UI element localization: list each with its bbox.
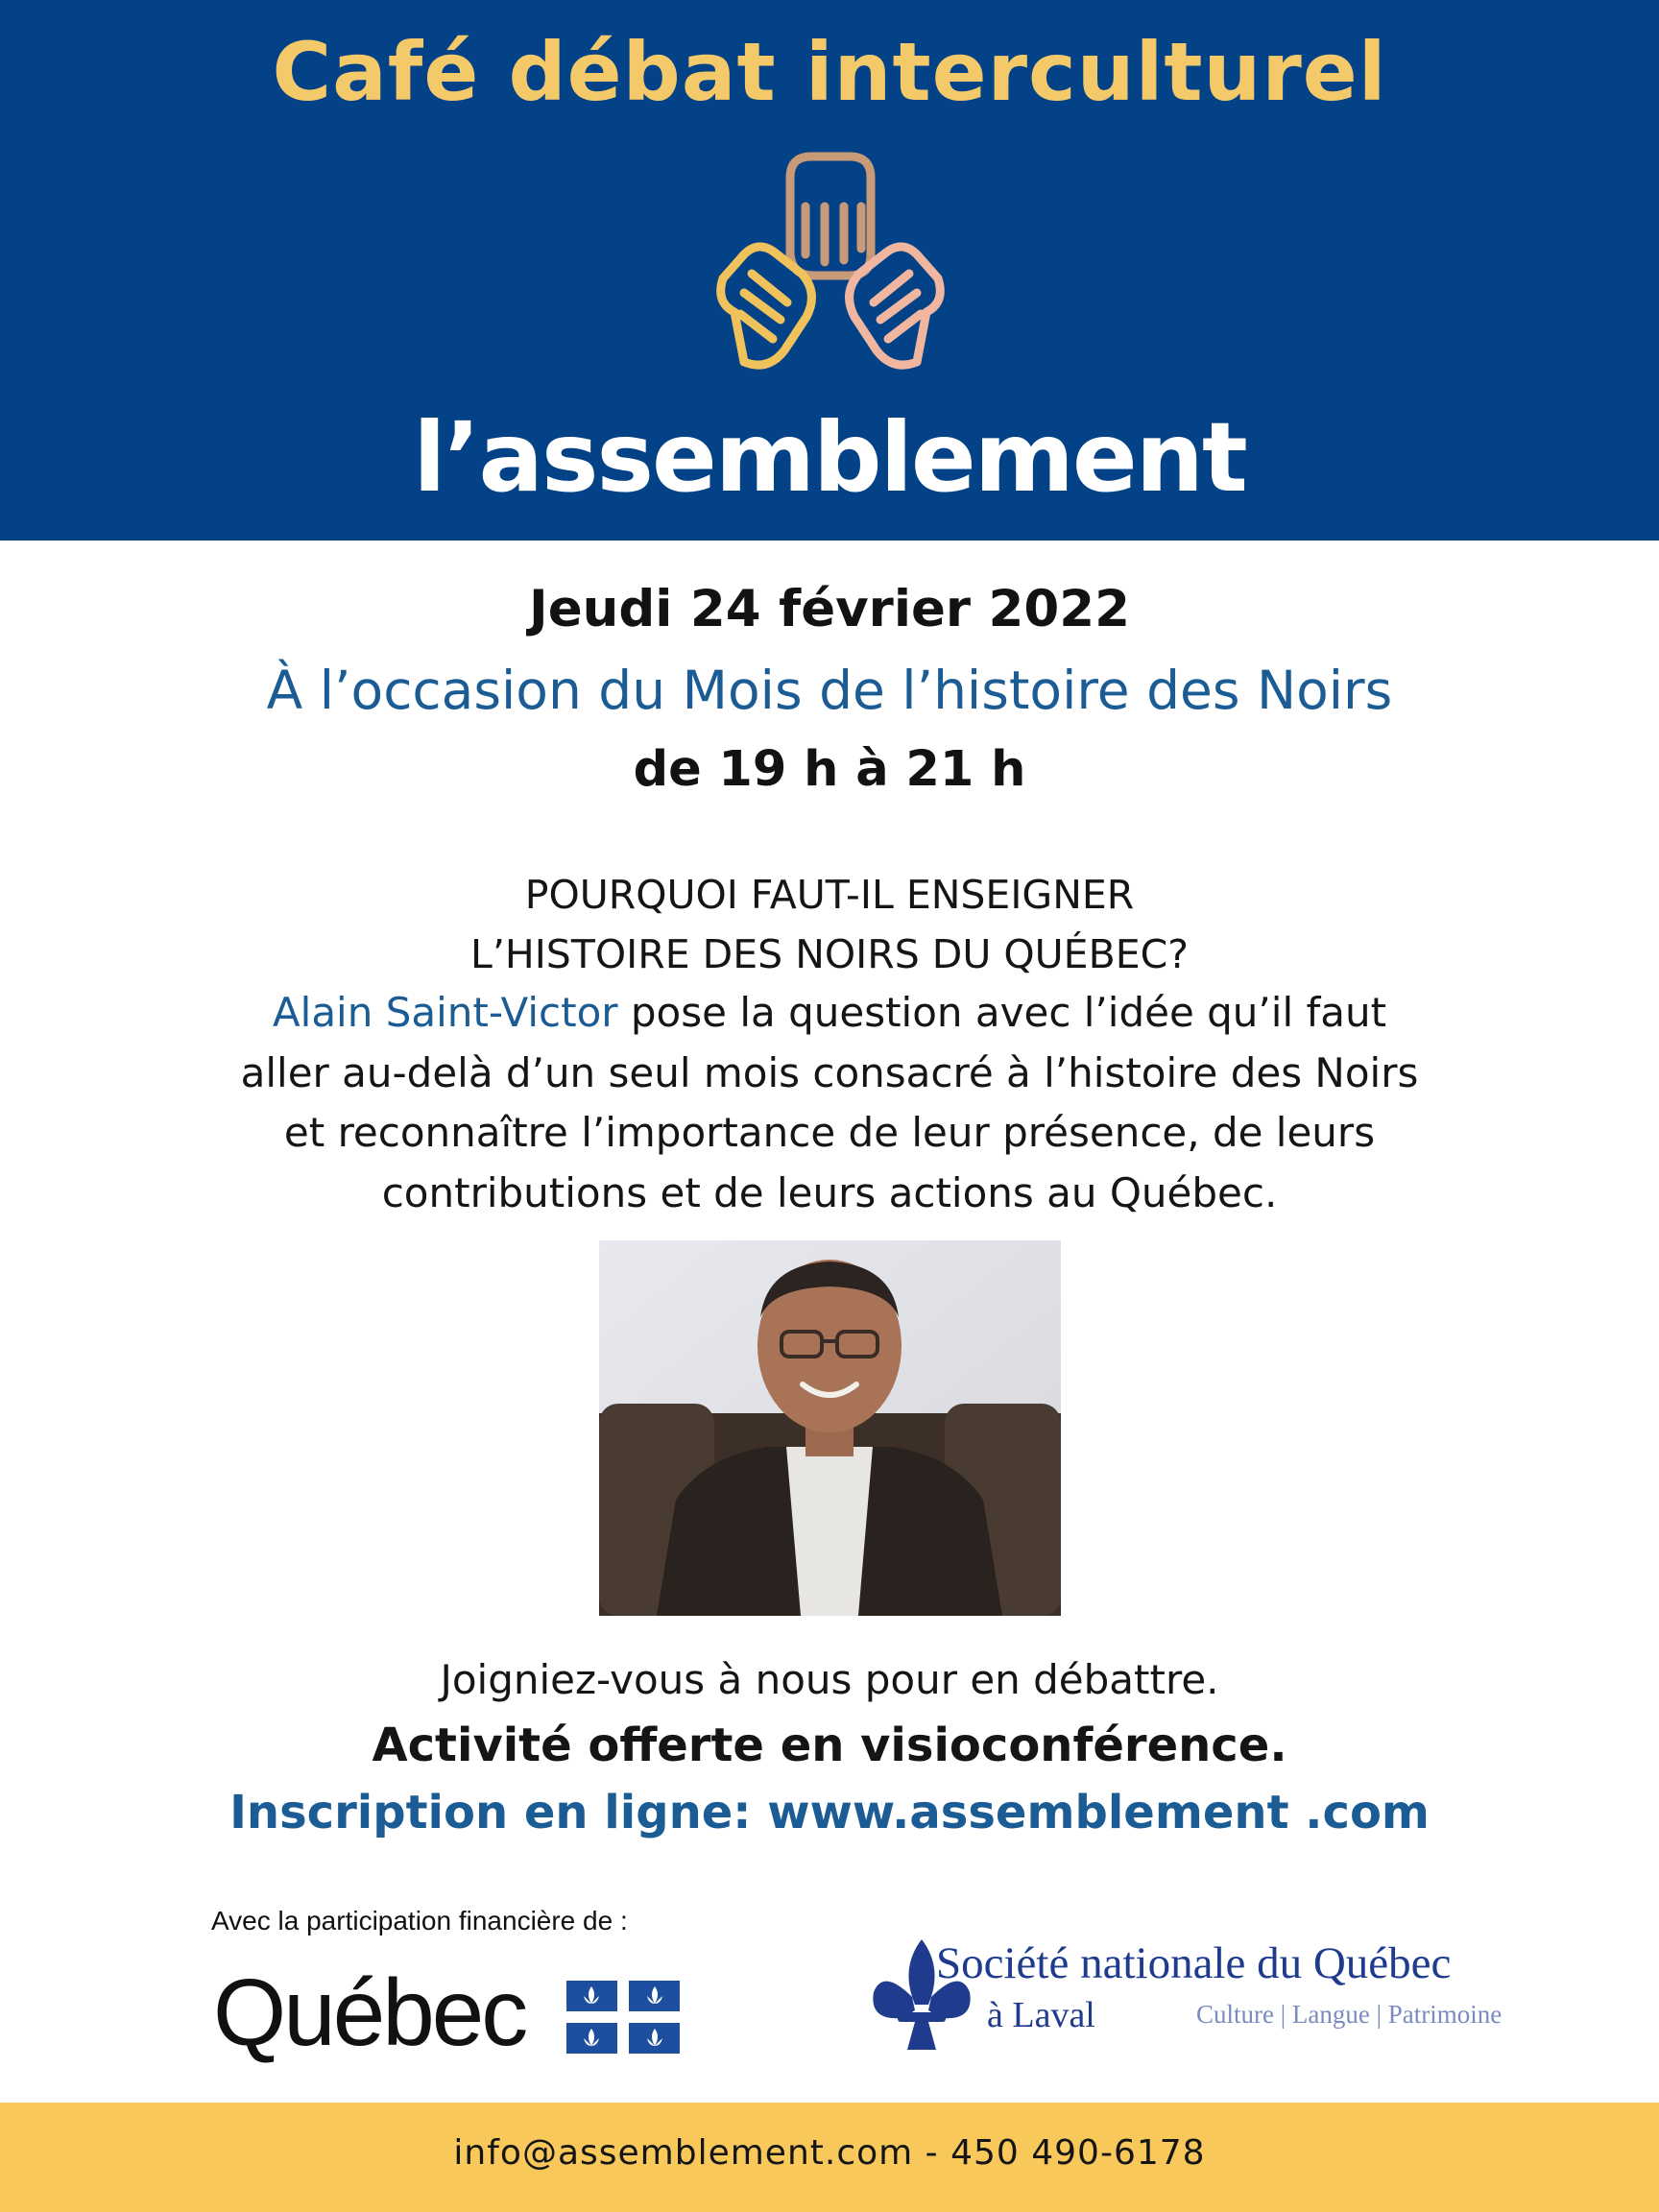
registration-link[interactable]: Inscription en ligne: www.assemblement .com [229, 1786, 1430, 1839]
snq-tagline: Culture | Langue | Patrimoine [1196, 2000, 1503, 2029]
topic-description-text: pose la question avec l’idée qu’il faut [617, 989, 1387, 1036]
topic-description-line4: contributions et de leurs actions au Québec. [381, 1169, 1278, 1216]
activity-format: Activité offerte en visioconférence. [372, 1719, 1287, 1772]
event-occasion: À l’occasion du Mois de l’histoire des Noirs [266, 660, 1393, 721]
topic-description-line1 [0, 989, 1659, 1036]
header-banner [0, 0, 1659, 541]
quebec-flag-icon [566, 1981, 680, 2054]
snq-name: Société nationale du Québec [936, 1938, 1452, 1988]
event-time: de 19 h à 21 h [633, 741, 1026, 798]
topic-question-line1: POURQUOI FAUT-IL ENSEIGNER [524, 872, 1135, 918]
topic-description-line3: et reconnaître l’importance de leur présence, de leurs [283, 1109, 1376, 1156]
topic-question-line2: L’HISTOIRE DES NOIRS DU QUÉBEC? [470, 931, 1189, 977]
footer-bar [0, 2103, 1659, 2212]
joined-hands-icon [706, 149, 955, 389]
speaker-portrait [599, 1240, 1061, 1616]
brand-name: l’assemblement [413, 401, 1246, 514]
quebec-logo-text: Québec [213, 1960, 526, 2065]
event-title: Café débat interculturel [272, 25, 1387, 119]
topic-description-line2: aller au-delà d’un seul mois consacré à l’histoire des Noirs [240, 1049, 1419, 1096]
snq-city: à Laval [987, 1995, 1095, 2035]
funding-label: Avec la participation financière de : [211, 1906, 628, 1936]
event-date: Jeudi 24 février 2022 [528, 580, 1131, 638]
footer-contact[interactable]: info@assemblement.com - 450 490-6178 [453, 2133, 1206, 2173]
join-invitation: Joigniez-vous à nous pour en débattre. [440, 1656, 1219, 1703]
speaker-name: Alain Saint-Victor [272, 989, 618, 1036]
